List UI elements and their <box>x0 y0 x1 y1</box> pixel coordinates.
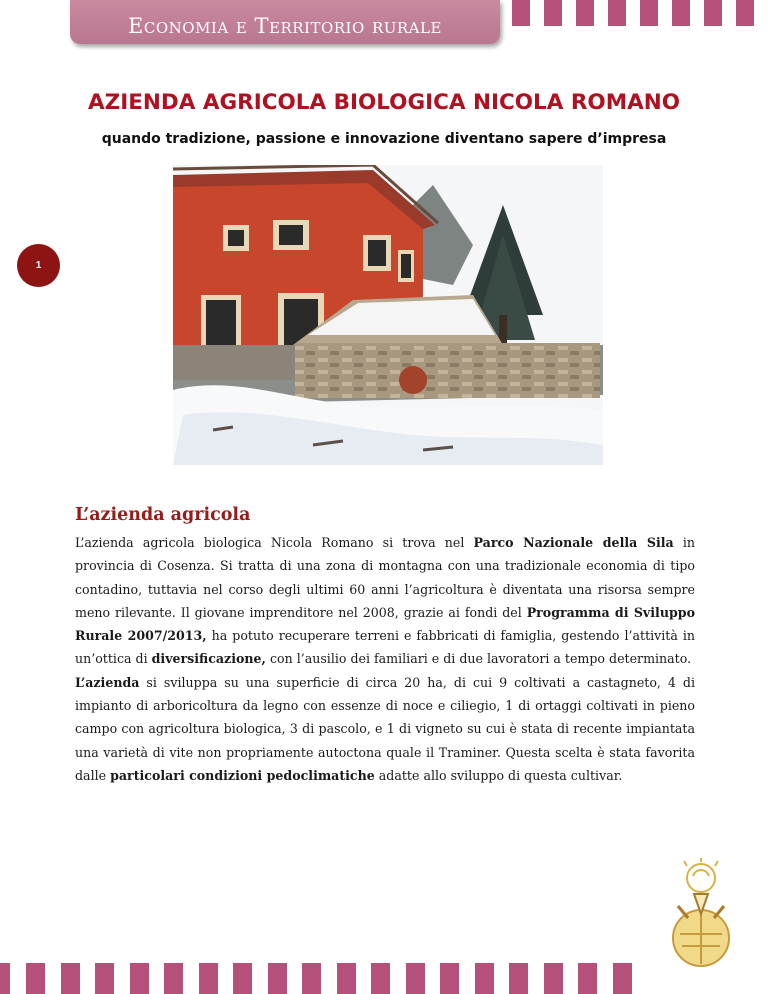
page-number: 1 <box>35 260 42 271</box>
footer-decoration <box>0 963 768 994</box>
document-title: AZIENDA AGRICOLA BIOLOGICA NICOLA ROMANO <box>87 90 681 115</box>
document-subtitle: quando tradizione, passione e innovazione diventano sapere d’impresa <box>101 131 667 147</box>
rural-logo-icon <box>660 858 742 968</box>
farm-house-photo <box>173 165 603 465</box>
header-title: Economia e Territorio rurale <box>128 14 442 38</box>
header-banner <box>70 0 500 44</box>
section-body: L’azienda agricola biologica Nicola Romano si trova nel Parco Nazionale della Sila in provincia di Cosenza. Si tratta di una zona di montagna con una tradizionale economia di tipo contadino, tuttavia nel corso degli ultimi 60 anni l’agricoltura è diventata una risorsa sempre meno rilevante. Il giovane imprenditore nel 2008, grazie ai fondi del Programma di Sviluppo Rurale 2007/2013, ha potuto recuperare terreni e fabbricati di famiglia, gestendo l’attività in un’ottica di diversificazione, con l’ausilio dei familiari e di due lavoratori a tempo determinato. L’azienda si sviluppa su una superficie di circa 20 ha, di cui 9 coltivati a castagneto, 4 di impianto di arboricoltura da legno con essenze di noce e ciliegio, 1 di ortaggi coltivati in pieno campo con agricoltura biologica, 3 di pascolo, e 1 di vigneto su cui è stata di recente impiantata una varietà di vite non propriamente autoctona quale il Traminer. Questa scelta è stata favorita dalle particolari condizioni pedoclimatiche adatte allo sviluppo di questa cultivar. <box>75 535 695 783</box>
section-heading: L’azienda agricola <box>75 505 251 525</box>
page-number-badge <box>17 244 60 287</box>
